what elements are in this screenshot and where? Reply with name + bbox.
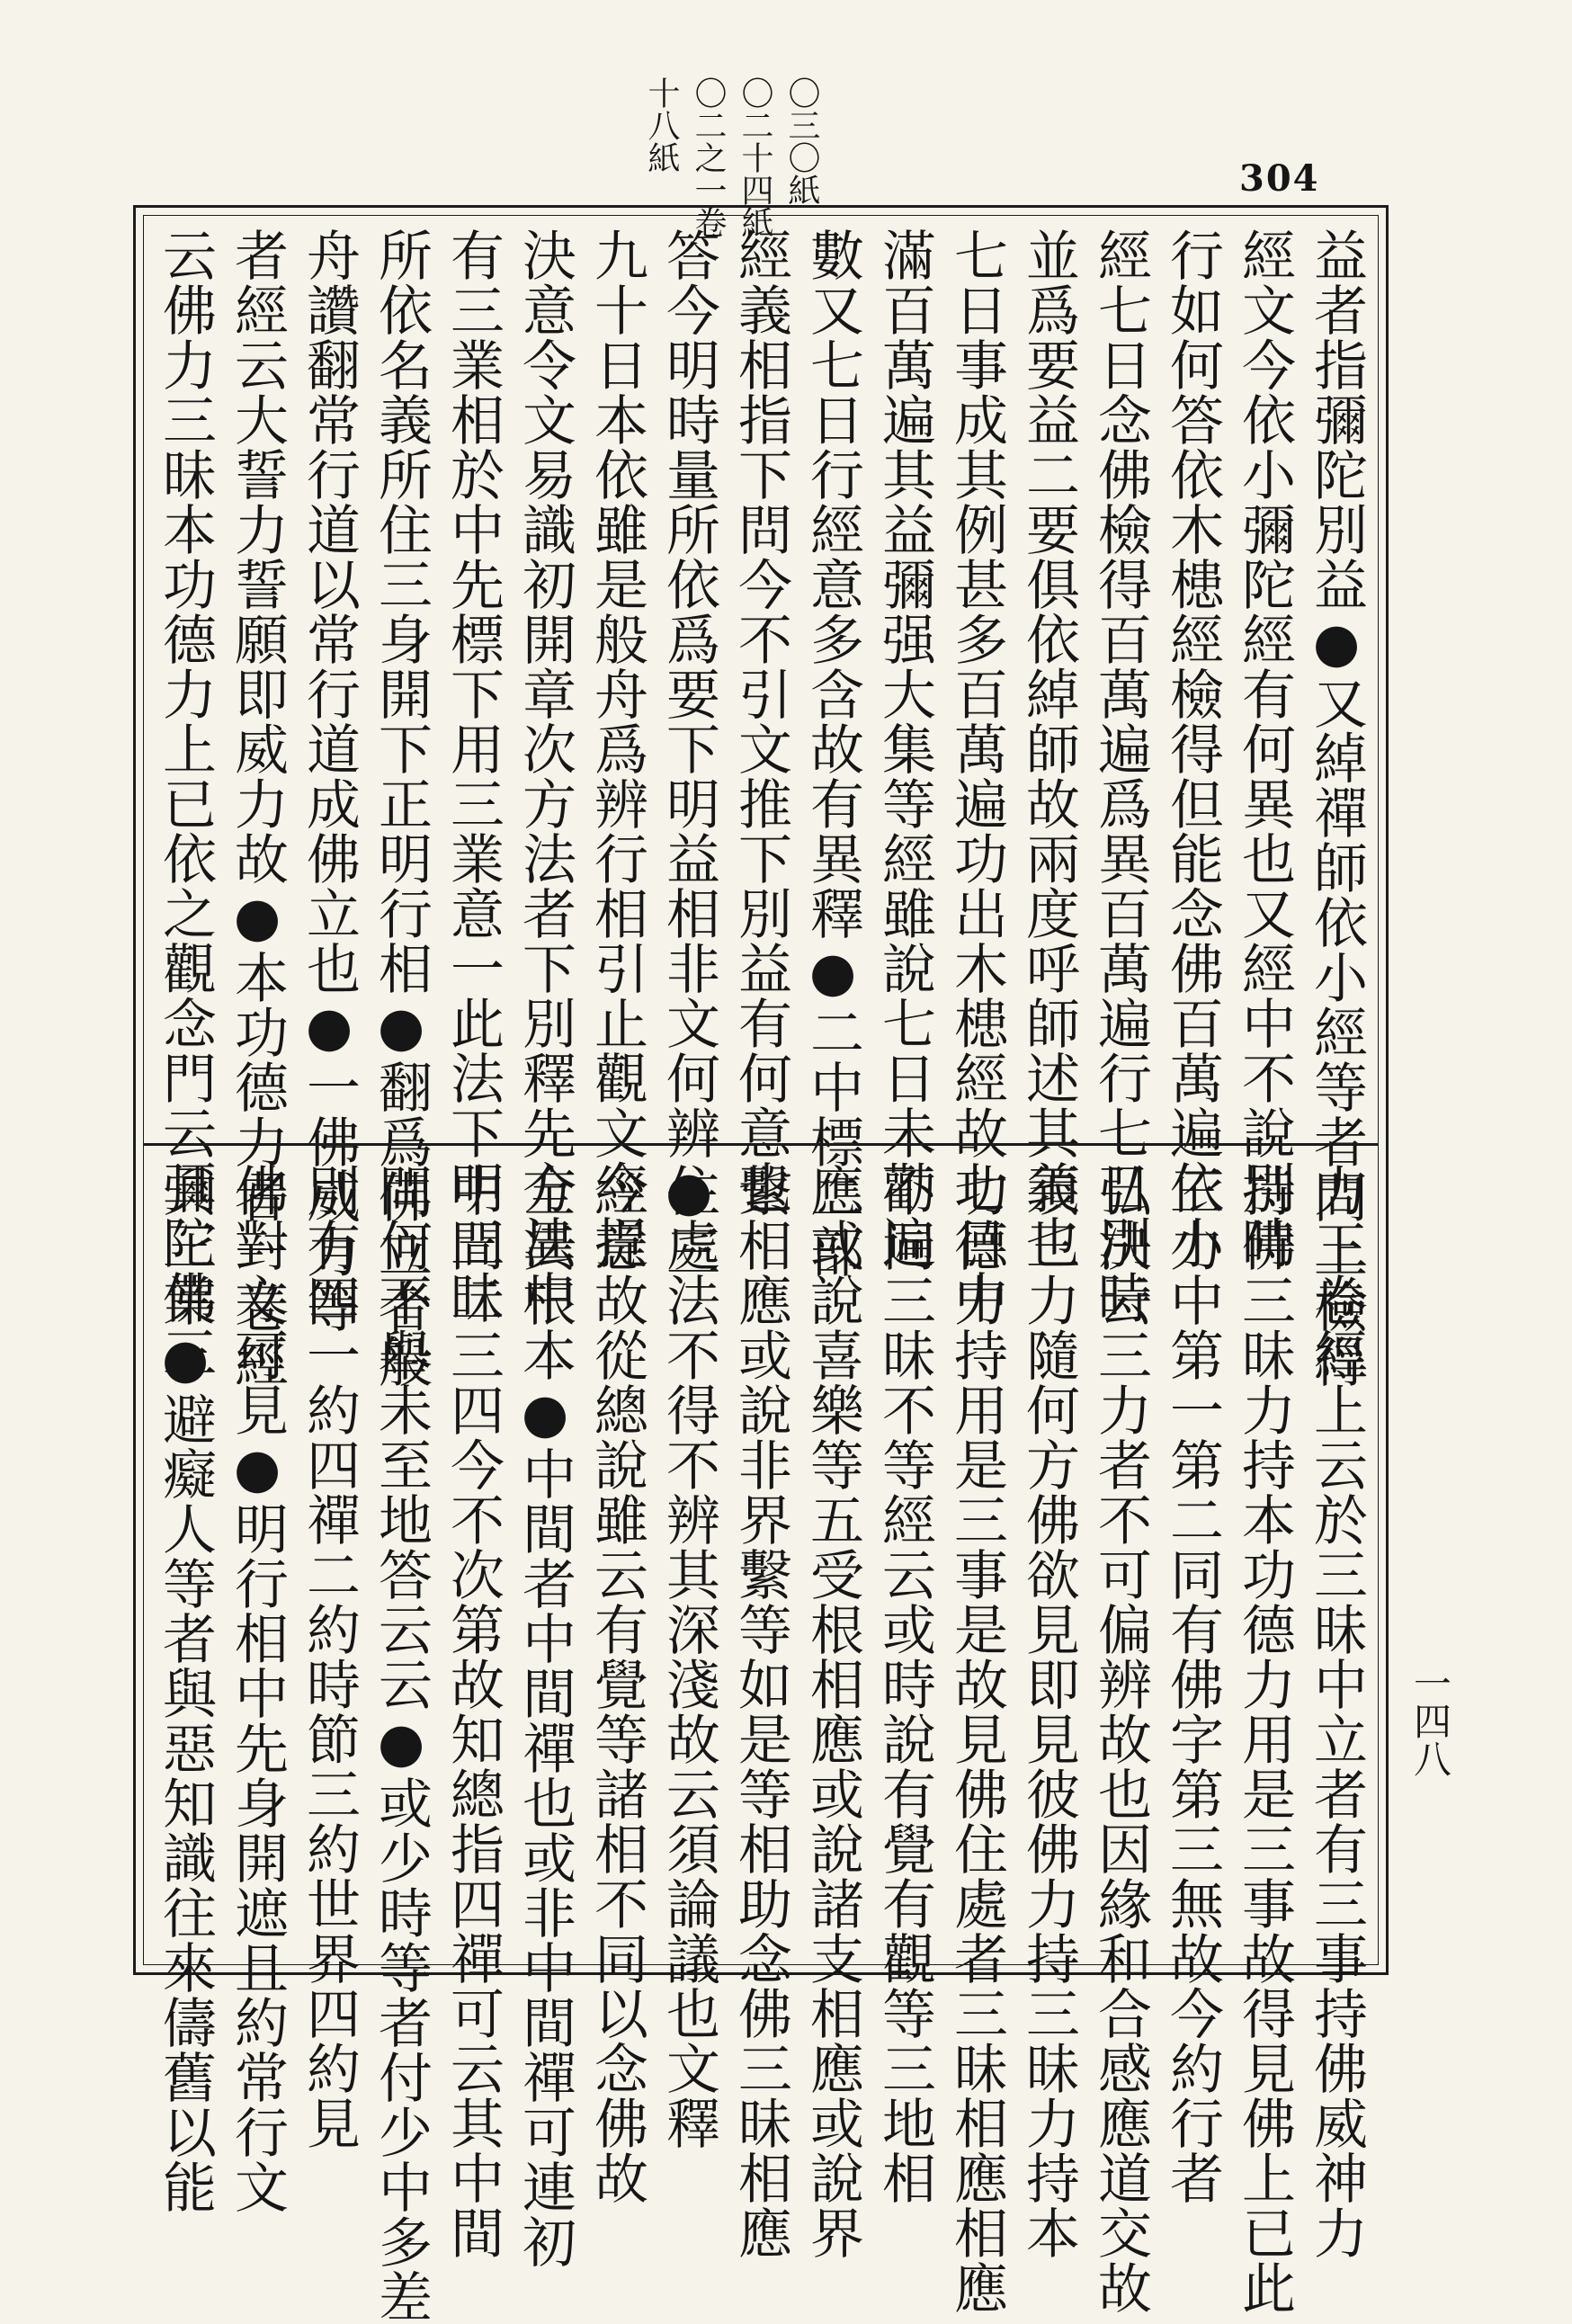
text-column: 益者指彌陀別益●又綽禪師依小經等者問上檢得 (1305, 228, 1368, 1389)
reference-note: 〇三〇紙 (783, 76, 820, 206)
text-column: 功德力持用是三事是故見佛住處者三昧相應相應 (945, 1163, 1008, 2315)
text-column: 答今明時量所依爲要下明益相非文何辨●三 (657, 228, 720, 1279)
folio-number: 一四八 (1408, 1664, 1452, 1777)
text-column: 具三業●避癡人等者與惡知識往來儔舊以能 (154, 1163, 217, 2214)
text-column: 經文今依小彌陀經有何異也又經中不說別時 (1233, 228, 1296, 1270)
text-column: 滿百萬遍其益彌强大集等經雖說七日未勸遍 (873, 228, 936, 1270)
text-column: 須三力隨何方佛欲見即見彼佛力持三昧力持本 (1017, 1163, 1080, 2260)
text-column: 力三卷經上云於三昧中立者有三事持佛威神力 (1305, 1163, 1368, 2260)
text-column: 九十日本依雖是般舟爲辨行相引止觀文今提 (585, 228, 648, 1270)
text-column: 所依名義所住三身開下正明行相●翻爲佛立者般 (370, 228, 433, 1389)
text-column: 經義相指下問今不引文推下別益有何意也 (729, 228, 792, 1215)
text-column: 有三業相於中先標下用三業意一此法下明三昧 (442, 228, 505, 1325)
text-column: 中間二三四今不次第故知總指四禪可云其中間 (442, 1163, 505, 2260)
text-column: 佛對文可見●明行相中先身開遮且約常行文 (226, 1163, 289, 2214)
page-number: 304 (1239, 157, 1320, 200)
text-column: 數又七日行經意多含故有異釋●二中標二部 (801, 228, 864, 1279)
text-column: 舟讚翻常行道以常行道成佛立也●一佛威力等 (298, 228, 361, 1334)
text-column: 決意令文易識初開章次方法者下別釋先方法中 (514, 228, 576, 1325)
lower-text-block (154, 1163, 1368, 2324)
text-column: 應或說喜樂等五受根相應或說諸支相應或說界 (801, 1163, 864, 2260)
text-column: 弘決云三力者不可偏辨故也因緣和合感應道交故 (1089, 1163, 1152, 2315)
text-column: 住處法不得不辨其深淺故云須論議也文釋 (657, 1163, 720, 2150)
text-column: 不同三昧不等經云或時說有覺有觀等三地相 (873, 1163, 936, 2205)
text-column: 並爲要益二要俱依綽師故兩度呼師述其義也 (1017, 228, 1080, 1270)
text-column: 繫相應或說非界繫等如是等相助念佛三昧相應 (729, 1163, 792, 2260)
text-column: 別有四一約四禪二約時節三約世界四約見 (298, 1163, 361, 2150)
text-column: 三力中第一第二同有佛字第三無故今約行者 (1161, 1163, 1224, 2205)
text-column: 行如何答依木槵經檢得但能念佛百萬遍依小 (1161, 228, 1224, 1270)
text-frame (133, 205, 1389, 2324)
text-column: 經七日念佛檢得百萬遍爲異百萬遍行七日別時 (1089, 228, 1152, 1325)
text-column: 七日事成其例甚多百萬遍功出木槵經故七日中 (945, 228, 1008, 1325)
text-column: 云佛力三昧本功德力上已依之觀念門云彌陀佛三 (154, 228, 217, 1380)
upper-text-block (154, 228, 1368, 1389)
reference-note: 十八紙 (643, 76, 680, 174)
text-column: 持佛三昧力持本功德力用是三事故得見佛上已此 (1233, 1163, 1296, 2315)
reference-note: 〇二之一卷 (690, 76, 727, 238)
text-column: 者經云大誓力誓願即威力故●本功德力者一卷經 (226, 228, 289, 1389)
reference-note: 〇二十四紙 (737, 76, 773, 238)
text-column: 經意故從總說雖云有覺等諸相不同以念佛故 (585, 1163, 648, 2205)
text-column: 全異根本●中間者中間禪也或非中間禪可連初 (514, 1163, 576, 2269)
section-divider (143, 1143, 1379, 1146)
text-column: 問何不舉未至地答云云●或少時等者付少中多差 (370, 1163, 433, 2324)
